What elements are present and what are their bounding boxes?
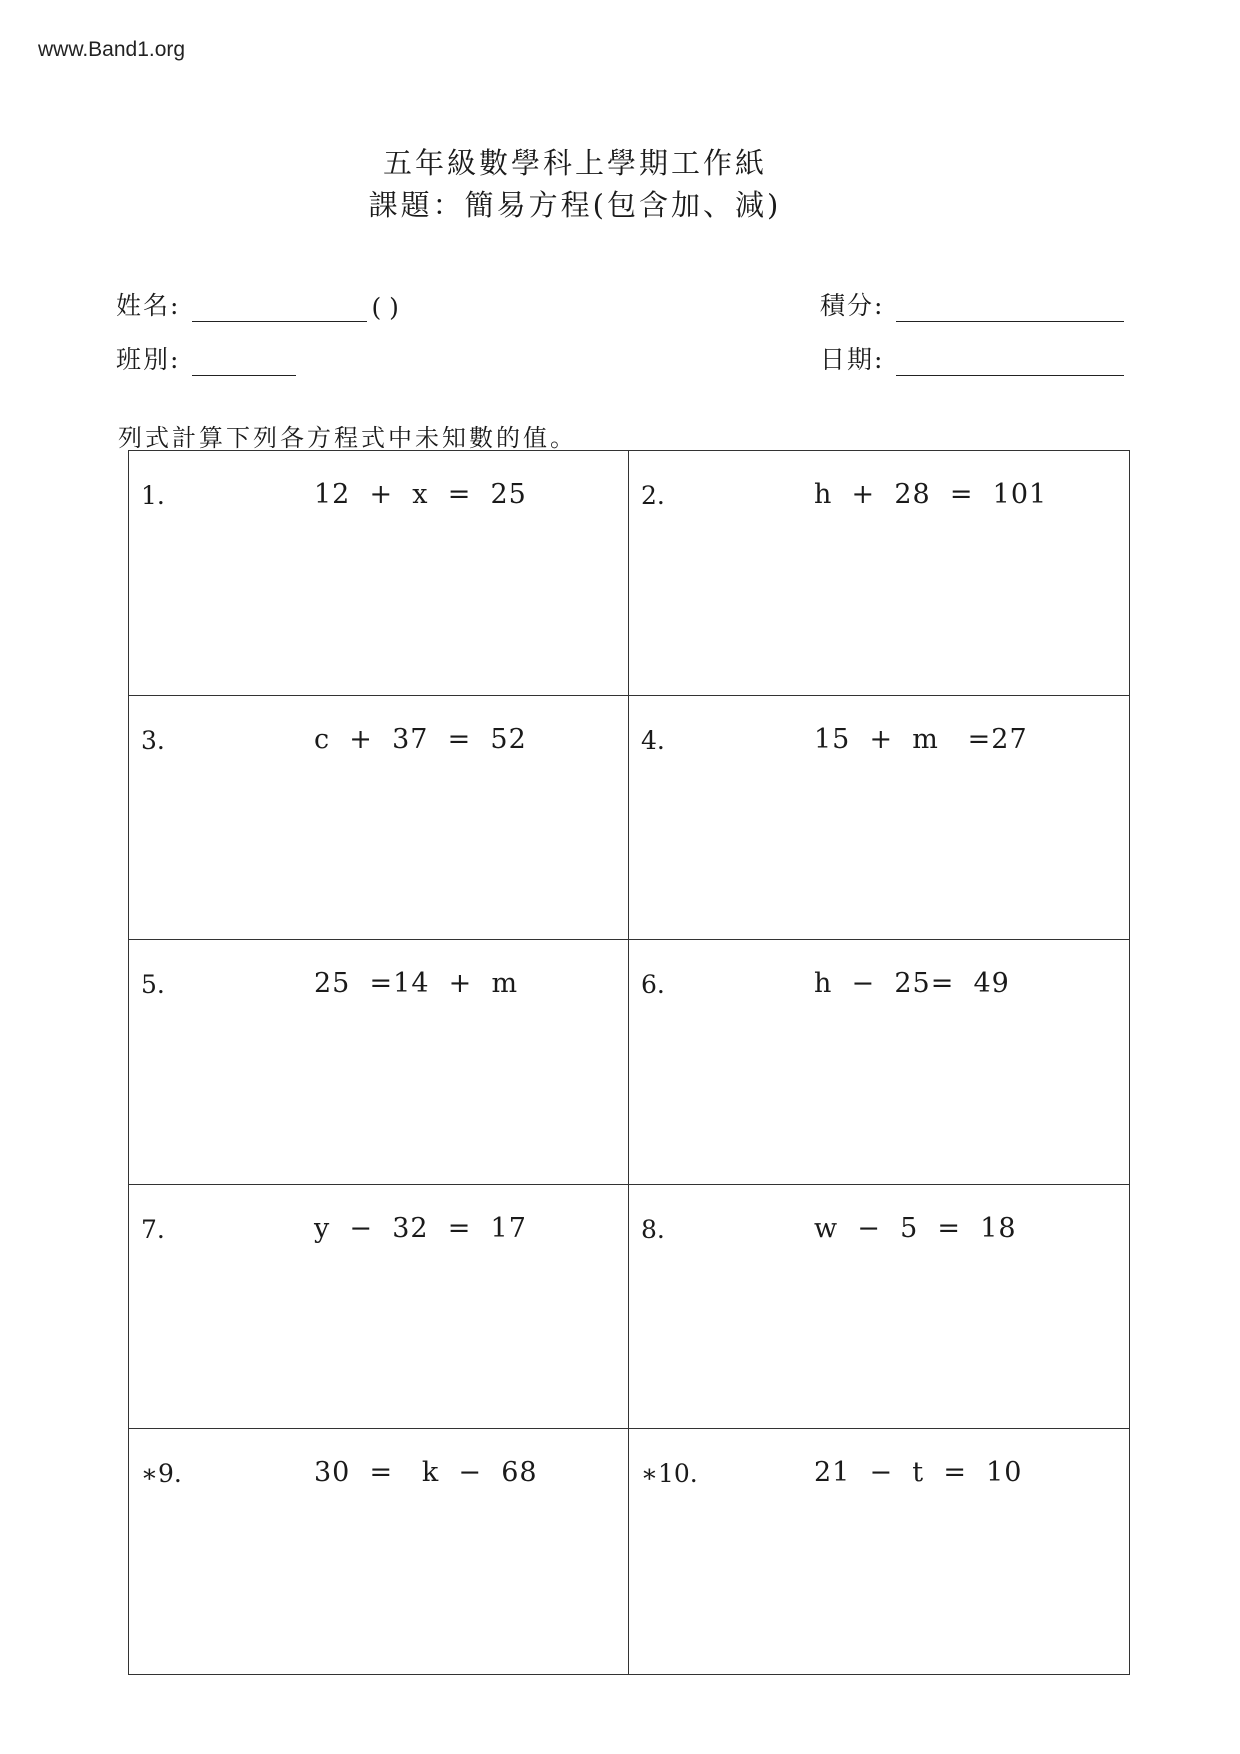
question-cell-2 [629,451,1129,696]
score-label: 積分: [820,291,885,320]
question-equation: 21 − t = 10 [814,1457,1023,1489]
question-equation: 25 =14 + m [314,968,519,1000]
instruction: 列式計算下列各方程式中未知數的值。 [118,424,577,452]
question-cell-3 [129,696,629,941]
worksheet-title: 五年級數學科上學期工作紙 [382,146,767,180]
question-number: 6. [641,970,665,1000]
question-cell-1 [129,451,629,696]
question-equation: h + 28 = 101 [814,479,1048,510]
name-label: 姓名: [116,291,181,320]
question-number: 5. [141,970,165,1000]
question-cell-7 [129,1185,629,1430]
score-field [820,286,1124,322]
date-line [896,353,1124,376]
question-cell-4 [629,696,1129,941]
question-grid [128,450,1130,1675]
question-cell-9 [129,1429,629,1674]
question-number: 8. [641,1214,665,1244]
date-field [820,340,1124,376]
score-line [896,299,1124,322]
question-number: ∗10. [641,1459,698,1489]
question-equation: y − 32 = 17 [314,1212,527,1244]
question-cell-10 [629,1429,1129,1674]
question-cell-6 [629,940,1129,1185]
date-label: 日期: [820,345,885,374]
class-line [192,353,296,376]
question-equation: 15 + m =27 [814,723,1028,755]
question-number: ∗9. [141,1459,182,1489]
site-url: www.Band1.org [38,38,186,61]
question-cell-5 [129,940,629,1185]
worksheet-topic: 課題：簡易方程(包含加、減) [368,188,782,222]
question-number: 1. [141,481,165,510]
question-equation: 12 + x = 25 [314,479,527,510]
question-equation: h − 25= 49 [814,968,1010,1000]
question-cell-8 [629,1185,1129,1430]
name-field [116,286,399,322]
class-number-paren: ( ) [371,293,399,322]
title-block [0,142,1150,226]
class-field [116,340,296,376]
question-equation: w − 5 = 18 [814,1212,1017,1244]
question-equation: c + 37 = 52 [314,723,527,755]
question-number: 7. [141,1214,165,1244]
question-number: 3. [141,725,165,755]
question-equation: 30 = k − 68 [314,1457,538,1489]
question-number: 4. [641,725,665,755]
class-label: 班別: [116,345,181,374]
name-line [192,299,367,322]
question-number: 2. [641,481,665,510]
